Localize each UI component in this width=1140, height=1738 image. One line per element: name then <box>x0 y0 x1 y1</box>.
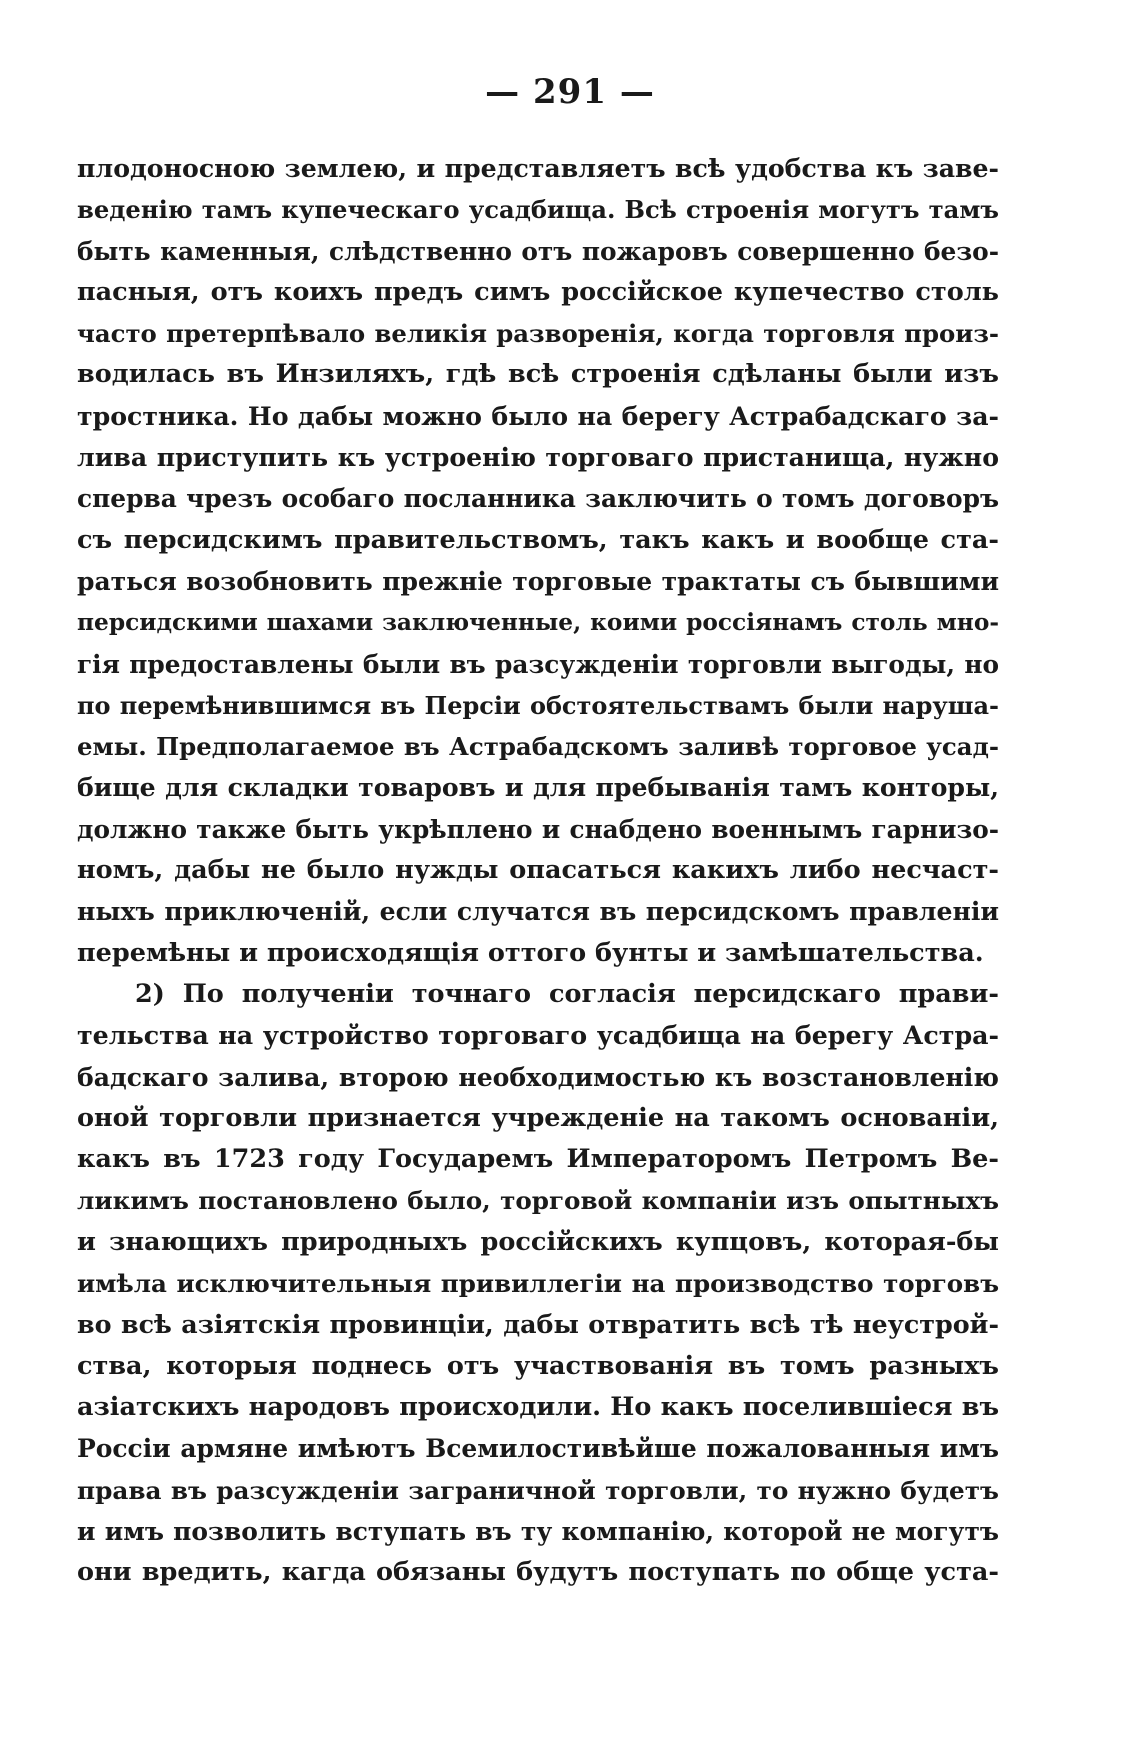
text-line: какъ въ 1723 году Государемъ Императоромъ Петромъ Ве- <box>77 1144 999 1175</box>
text-line: по перемѣнившимся въ Персіи обстоятельствамъ были наруша- <box>77 690 999 720</box>
text-line: веденію тамъ купеческаго усадбища. Всѣ строенія могутъ тамъ <box>77 195 999 225</box>
text-line: емы. Предполагаемое въ Астрабадскомъ заливѣ торговое усад- <box>77 732 999 762</box>
text-line: тельства на устройство торговаго усадбища на берегу Астра- <box>77 1020 999 1051</box>
text-line: во всѣ азіятскія провинціи, дабы отвратить всѣ тѣ неустрой- <box>77 1309 999 1340</box>
text-line: гія предоставлены были въ разсужденіи торговли выгоды, но <box>77 649 999 679</box>
text-line: ныхъ приключеній, если случатся въ персидскомъ правленіи <box>77 896 999 927</box>
page-number: — 291 — <box>485 72 655 112</box>
text-line: съ персидскимъ правительствомъ, такъ какъ и вообще ста- <box>77 524 999 555</box>
text-line: сперва чрезъ особаго посланника заключить о томъ договоръ <box>77 484 999 514</box>
text-line: имѣла исключительныя привиллегіи на производство торговъ <box>77 1269 999 1299</box>
text-line: раться возобновить прежніе торговые трактаты съ бывшими <box>77 566 999 596</box>
text-line: права въ разсужденіи заграничной торговли, то нужно будетъ <box>77 1475 999 1505</box>
text-line: 2) По полученіи точнаго согласія персидскаго прави- <box>135 978 999 1009</box>
text-line: водилась въ Инзиляхъ, гдѣ всѣ строенія сдѣланы были изъ <box>77 359 999 390</box>
text-line: оной торговли признается учрежденіе на такомъ основаніи, <box>77 1102 999 1133</box>
text-line: номъ, дабы не было нужды опасаться какихъ либо несчаст- <box>77 855 999 886</box>
text-line: плодоносною землею, и представляетъ всѣ удобства къ заве- <box>77 153 999 183</box>
text-line: лива приступить къ устроенію торговаго пристанища, нужно <box>77 442 999 473</box>
text-line: тростника. Но дабы можно было на берегу Астрабадскаго за- <box>77 400 999 431</box>
text-line: пасныя, отъ коихъ предъ симъ россійское купечество столь <box>77 276 999 307</box>
text-line: они вредить, кагда обязаны будутъ поступать по обще уста- <box>77 1557 999 1588</box>
text-line: азіатскихъ народовъ происходили. Но какъ поселившіеся въ <box>77 1391 999 1422</box>
text-line: и имъ позволить вступать въ ту компанію, которой не могутъ <box>77 1516 999 1546</box>
body-text <box>77 148 999 1593</box>
text-line: ликимъ постановлено было, торговой компаніи изъ опытныхъ <box>77 1186 999 1216</box>
text-line: и знающихъ природныхъ россійскихъ купцовъ, которая-бы <box>77 1226 999 1257</box>
text-line: персидскими шахами заключенные, коими россіянамъ столь мно- <box>77 609 999 637</box>
text-line: перемѣны и происходящія оттого бунты и замѣшательства. <box>77 937 984 968</box>
text-line: часто претерпѣвало великія разворенія, когда торговля произ- <box>77 319 999 349</box>
text-line: бадскаго залива, второю необходимостью къ возстановленію <box>77 1061 999 1092</box>
text-line: Россіи армяне имѣютъ Всемилостивѣйше пожалованныя имъ <box>77 1434 999 1464</box>
text-line: бище для складки товаровъ и для пребыванія тамъ конторы, <box>77 772 999 803</box>
text-line: должно также быть укрѣплено и снабдено военнымъ гарнизо- <box>77 814 999 844</box>
text-line: ства, которыя поднесь отъ участвованія въ томъ разныхъ <box>77 1350 999 1381</box>
text-line: быть каменныя, слѣдственно отъ пожаровъ совершенно безо- <box>77 236 999 266</box>
